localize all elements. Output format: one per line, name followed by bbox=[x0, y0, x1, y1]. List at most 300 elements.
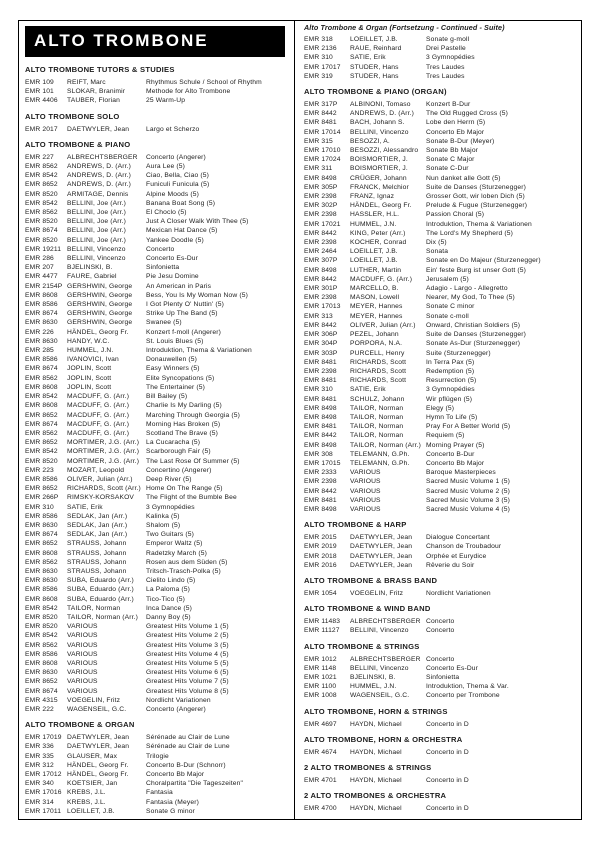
catalog-entry bbox=[25, 595, 289, 604]
entry-ref: EMR 8608 bbox=[25, 595, 58, 603]
entry-composer: BOISMORTIER, J. bbox=[350, 165, 408, 173]
entry-composer: ANDREWS, D. (Arr.) bbox=[67, 172, 132, 180]
catalog-section bbox=[25, 65, 289, 106]
entry-ref: EMR 313 bbox=[304, 312, 333, 320]
entry-ref: EMR 11483 bbox=[304, 618, 341, 626]
entry-title: 3 Gymnopédies bbox=[426, 54, 475, 62]
entry-composer: VARIOUS bbox=[350, 487, 381, 495]
entry-composer: SUBA, Eduardo (Arr.) bbox=[67, 586, 134, 594]
entry-title: Fantasia (Meyer) bbox=[146, 798, 199, 806]
catalog-section bbox=[304, 735, 577, 757]
catalog-entry bbox=[304, 561, 577, 570]
catalog-entry bbox=[304, 589, 577, 598]
entry-composer: BELLINI, Vincenzo bbox=[67, 245, 126, 253]
entry-ref: EMR 8630 bbox=[25, 669, 58, 677]
entry-composer: STRAUSS, Johann bbox=[67, 549, 127, 557]
entry-composer: HUMMEL, J.N. bbox=[67, 347, 114, 355]
entry-composer: MACDUFF, G. (Arr.) bbox=[67, 393, 130, 401]
entry-ref: EMR 2398 bbox=[304, 239, 337, 247]
catalog-entry bbox=[304, 404, 577, 413]
entry-composer: VARIOUS bbox=[67, 623, 98, 631]
catalog-entry bbox=[304, 266, 577, 275]
entry-title: Requiem (5) bbox=[426, 432, 465, 440]
entry-ref: EMR 303P bbox=[304, 349, 338, 357]
entry-composer: STRAUSS, Johann bbox=[67, 540, 127, 548]
entry-composer: KOETSIER, Jan bbox=[67, 780, 118, 788]
entry-ref: EMR 4674 bbox=[304, 748, 337, 756]
entry-title: Concerto B-Dur (Schnorr) bbox=[146, 761, 226, 769]
entry-ref: EMR 2464 bbox=[304, 248, 337, 256]
catalog-entry bbox=[304, 284, 577, 293]
entry-composer: BJELINSKI, B. bbox=[350, 673, 396, 681]
catalog-entry bbox=[25, 153, 289, 162]
entry-ref: EMR 17014 bbox=[304, 128, 341, 136]
catalog-entry bbox=[25, 364, 289, 373]
catalog-entry bbox=[25, 328, 289, 337]
entry-title: Sonate g-moll bbox=[426, 36, 470, 43]
entry-composer: VOEGELIN, Fritz bbox=[350, 589, 404, 597]
entry-title: Tico-Tico (5) bbox=[146, 595, 185, 603]
entry-title: Concerto in D bbox=[426, 805, 469, 813]
catalog-entry bbox=[25, 226, 289, 235]
catalog-entry bbox=[25, 659, 289, 668]
entry-title: Nearer, My God, To Thee (5) bbox=[426, 294, 515, 302]
entry-composer: VARIOUS bbox=[350, 505, 381, 513]
entry-ref: EMR 8542 bbox=[25, 632, 58, 640]
catalog-entry bbox=[25, 392, 289, 401]
entry-title: An American in Paris bbox=[146, 282, 212, 290]
entry-composer: HÄNDEL, Georg Fr. bbox=[350, 202, 412, 210]
entry-title: Concerto Bb Major bbox=[146, 771, 205, 779]
entry-ref: EMR 8562 bbox=[25, 209, 58, 217]
entry-ref: EMR 17024 bbox=[304, 156, 341, 164]
entry-composer: RIMSKY-KORSAKOV bbox=[67, 494, 135, 502]
entry-composer: KREBS, J.L. bbox=[67, 789, 106, 797]
catalog-entry bbox=[304, 275, 577, 284]
entry-title: Greatest Hits Volume 2 (5) bbox=[146, 632, 229, 640]
entry-composer: DAETWYLER, Jean bbox=[67, 125, 130, 133]
entry-composer: BELLINI, Vincenzo bbox=[350, 627, 409, 635]
entry-ref: EMR 8520 bbox=[25, 613, 58, 621]
catalog-entry bbox=[25, 96, 289, 105]
entry-title: Sonate As-Dur (Sturzenegger) bbox=[426, 340, 521, 348]
entry-title: Elegy (5) bbox=[426, 404, 455, 412]
entry-title: Sacred Music Volume 3 (5) bbox=[426, 496, 511, 504]
entry-title: Rhythmus Schule / School of Rhythm bbox=[146, 79, 262, 86]
entry-ref: EMR 8442 bbox=[304, 275, 337, 283]
catalog-entry bbox=[304, 673, 577, 682]
entry-title: Concerto in D bbox=[426, 777, 469, 784]
entry-title: Choralpartita "Die Tageszeiten" bbox=[146, 780, 244, 788]
entry-title: Onward, Christian Soldiers (5) bbox=[426, 321, 521, 329]
catalog-entry bbox=[25, 677, 289, 686]
entry-title: Introduktion, Thema & Var. bbox=[426, 683, 509, 691]
entry-ref: EMR 2398 bbox=[304, 294, 337, 302]
catalog-entry bbox=[304, 395, 577, 404]
entry-ref: EMR 286 bbox=[25, 255, 54, 263]
entry-ref: EMR 8652 bbox=[25, 181, 58, 189]
section-heading: ALTO TROMBONE & PIANO bbox=[25, 139, 131, 149]
catalog-entry bbox=[25, 668, 289, 677]
entry-ref: EMR 315 bbox=[304, 137, 333, 145]
section-heading: ALTO TROMBONE & BRASS BAND bbox=[304, 575, 438, 585]
entry-title: Lobe den Herrn (5) bbox=[426, 119, 486, 127]
catalog-entry bbox=[25, 549, 289, 558]
catalog-entry bbox=[25, 217, 289, 226]
entry-title: Largo et Scherzo bbox=[146, 125, 200, 133]
entry-composer: KING, Peter (Arr.) bbox=[350, 229, 406, 237]
catalog-entry bbox=[304, 617, 577, 626]
entry-composer: TAILOR, Norman bbox=[350, 423, 404, 431]
entry-title: Funiculi Funicula (5) bbox=[146, 181, 210, 189]
catalog-entry bbox=[304, 137, 577, 146]
entry-ref: EMR 227 bbox=[25, 153, 54, 161]
entry-title: Elite Syncopations (5) bbox=[146, 374, 215, 382]
entry-title: Concerto per Trombone bbox=[426, 692, 500, 700]
catalog-entry bbox=[25, 355, 289, 364]
catalog-entry bbox=[304, 367, 577, 376]
entry-ref: EMR 2398 bbox=[304, 367, 337, 375]
catalog-entry bbox=[25, 530, 289, 539]
catalog-entry bbox=[304, 220, 577, 229]
entry-composer: HÄNDEL, Georg Fr. bbox=[67, 771, 129, 779]
entry-composer: MACDUFF, G. (Arr.) bbox=[67, 402, 130, 410]
entry-composer: SUBA, Eduardo (Arr.) bbox=[67, 595, 134, 603]
entry-ref: EMR 2018 bbox=[304, 552, 337, 560]
entry-ref: EMR 8481 bbox=[304, 358, 337, 366]
entry-title: Concerto Bb Major bbox=[426, 459, 485, 467]
entry-title: Tres Laudes bbox=[426, 72, 465, 80]
entry-title: 25 Warm-Up bbox=[146, 97, 186, 105]
catalog-entry bbox=[25, 512, 289, 521]
entry-title: Sonate c-moll bbox=[426, 312, 469, 320]
entry-ref: EMR 340 bbox=[25, 780, 54, 788]
entry-composer: BELLINI, Joe (Arr.) bbox=[67, 236, 126, 244]
entry-ref: EMR 2398 bbox=[304, 211, 337, 219]
entry-composer: GERSHWIN, George bbox=[67, 282, 133, 290]
entry-ref: EMR 8608 bbox=[25, 659, 58, 667]
entry-composer: PORPORA, N.A. bbox=[350, 340, 403, 348]
entry-composer: LUTHER, Martin bbox=[350, 266, 402, 274]
catalog-entry bbox=[25, 438, 289, 447]
entry-composer: RICHARDS, Scott bbox=[350, 358, 407, 366]
entry-composer: TAILOR, Norman (Arr.) bbox=[67, 613, 139, 621]
entry-composer: RAUE, Reinhard bbox=[350, 45, 402, 53]
catalog-entry bbox=[25, 622, 289, 631]
catalog-entry bbox=[304, 349, 577, 358]
entry-ref: EMR 8520 bbox=[25, 623, 58, 631]
entry-composer: HAYDN, Michael bbox=[350, 805, 402, 813]
entry-ref: EMR 1008 bbox=[304, 692, 337, 700]
entry-composer: MORTIMER, J.G. (Arr.) bbox=[67, 439, 140, 447]
catalog-entry bbox=[304, 422, 577, 431]
entry-title: Concerto Eb Major bbox=[426, 128, 485, 136]
section-heading: ALTO TROMBONE & WIND BAND bbox=[304, 604, 431, 614]
entry-title: Easy Winners (5) bbox=[146, 365, 200, 373]
entry-ref: EMR 8442 bbox=[304, 321, 337, 329]
catalog-entry bbox=[304, 477, 577, 486]
entry-composer: TAILOR, Norman bbox=[350, 432, 404, 440]
catalog-entry bbox=[304, 441, 577, 450]
entry-ref: EMR 8520 bbox=[25, 236, 58, 244]
entry-ref: EMR 17011 bbox=[25, 807, 62, 815]
catalog-entry bbox=[304, 413, 577, 422]
entry-title: Hymn To Life (5) bbox=[426, 413, 478, 421]
entry-ref: EMR 8562 bbox=[25, 163, 58, 171]
catalog-entry bbox=[304, 655, 577, 664]
catalog-entry bbox=[304, 459, 577, 468]
entry-title: Concerto B-Dur bbox=[426, 450, 475, 458]
entry-ref: EMR 1100 bbox=[304, 683, 337, 691]
catalog-entry bbox=[25, 613, 289, 622]
entry-title: Concerto in D bbox=[426, 748, 469, 756]
catalog-entry bbox=[25, 291, 289, 300]
catalog-entry bbox=[25, 641, 289, 650]
catalog-entry bbox=[304, 63, 577, 72]
entry-composer: GERSHWIN, George bbox=[67, 319, 133, 327]
entry-title: Scotland The Brave (5) bbox=[146, 429, 218, 437]
entry-title: Pie Jesu Domine bbox=[146, 273, 199, 281]
entry-title: Drei Pastelle bbox=[426, 45, 466, 53]
entry-composer: DAETWYLER, Jean bbox=[67, 743, 130, 751]
entry-ref: EMR 306P bbox=[304, 331, 338, 339]
entry-title: Wir pflügen (5) bbox=[426, 395, 473, 403]
entry-title: Greatest Hits Volume 8 (5) bbox=[146, 687, 229, 695]
entry-title: The Old Rugged Cross (5) bbox=[426, 110, 509, 118]
entry-composer: GERSHWIN, George bbox=[67, 291, 133, 299]
catalog-entry bbox=[304, 44, 577, 53]
catalog-section bbox=[304, 642, 577, 701]
catalog-entry bbox=[304, 321, 577, 330]
entry-ref: EMR 2333 bbox=[304, 469, 337, 477]
entry-title: 3 Gymnopédies bbox=[146, 503, 195, 511]
catalog-entry bbox=[25, 742, 289, 751]
entry-title: La Paloma (5) bbox=[146, 586, 190, 594]
entry-composer: ALBRECHTSBERGER bbox=[67, 153, 138, 161]
catalog-entry bbox=[304, 109, 577, 118]
entry-composer: RICHARDS, Scott bbox=[350, 367, 407, 375]
catalog-entry bbox=[304, 533, 577, 542]
catalog-entry bbox=[304, 247, 577, 256]
entry-ref: EMR 314 bbox=[25, 798, 54, 806]
entry-ref: EMR 8586 bbox=[25, 301, 58, 309]
entry-composer: TAUBER, Florian bbox=[67, 97, 121, 105]
catalog-entry bbox=[304, 302, 577, 311]
entry-ref: EMR 317P bbox=[304, 101, 338, 109]
catalog-entry bbox=[304, 431, 577, 440]
entry-ref: EMR 2154P bbox=[25, 282, 63, 290]
entry-composer: MACDUFF, G. (Arr.) bbox=[67, 411, 130, 419]
entry-ref: EMR 8608 bbox=[25, 549, 58, 557]
entry-title: Sonate G minor bbox=[146, 807, 195, 815]
entry-ref: EMR 8562 bbox=[25, 558, 58, 566]
catalog-entry bbox=[25, 585, 289, 594]
section-heading: ALTO TROMBONE, HORN & STRINGS bbox=[304, 706, 448, 716]
entry-composer: ARMITAGE, Dennis bbox=[67, 190, 129, 198]
entry-ref: EMR 17016 bbox=[25, 789, 62, 797]
entry-ref: EMR 8498 bbox=[304, 174, 337, 182]
entry-title: Sacred Music Volume 1 (5) bbox=[426, 478, 511, 486]
entry-title: Passion Choral (5) bbox=[426, 211, 485, 219]
catalog-section bbox=[25, 112, 289, 134]
entry-title: Concerto in D bbox=[426, 720, 469, 728]
entry-ref: EMR 17017 bbox=[304, 63, 341, 71]
entry-composer: STUDER, Hans bbox=[350, 63, 399, 71]
entry-composer: RICHARDS, Scott (Arr.) bbox=[67, 485, 141, 493]
entry-ref: EMR 310 bbox=[304, 386, 333, 394]
entry-composer: HÄNDEL, Georg Fr. bbox=[67, 761, 129, 769]
entry-title: Concertino (Angerer) bbox=[146, 466, 212, 474]
entry-ref: EMR 17012 bbox=[25, 771, 62, 779]
entry-title: Charlie Is My Darling (5) bbox=[146, 402, 222, 410]
entry-composer: VARIOUS bbox=[350, 496, 381, 504]
catalog-entry bbox=[304, 174, 577, 183]
entry-composer: BELLINI, Vincenzo bbox=[350, 664, 409, 672]
catalog-entry bbox=[25, 411, 289, 420]
entry-composer: MEYER, Hannes bbox=[350, 312, 403, 320]
entry-ref: EMR 8586 bbox=[25, 650, 58, 658]
entry-composer: TELEMANN, G.Ph. bbox=[350, 459, 410, 467]
entry-title: Rosen aus dem Süden (5) bbox=[146, 558, 228, 566]
entry-composer: ANDREWS, D. (Arr.) bbox=[67, 181, 132, 189]
entry-ref: EMR 4700 bbox=[304, 805, 337, 813]
entry-title: Banana Boat Song (5) bbox=[146, 199, 216, 207]
entry-composer: FRANZ, Ignaz bbox=[350, 193, 395, 201]
catalog-entry bbox=[25, 650, 289, 659]
entry-composer: STUDER, Hans bbox=[350, 72, 399, 80]
entry-title: Tres Laudes bbox=[426, 63, 465, 71]
catalog-entry bbox=[25, 798, 289, 807]
catalog-entry bbox=[25, 236, 289, 245]
entry-composer: FAURE, Gabriel bbox=[67, 273, 117, 281]
entry-title: Konzert B-Dur bbox=[426, 101, 471, 109]
catalog-entry bbox=[25, 78, 289, 87]
catalog-entry bbox=[25, 429, 289, 438]
entry-title: Grosser Gott, wir loben Dich (5) bbox=[426, 193, 525, 201]
entry-title: Danny Boy (5) bbox=[146, 613, 191, 621]
entry-ref: EMR 4477 bbox=[25, 273, 58, 281]
entry-title: Konzert f-moll (Angerer) bbox=[146, 328, 221, 336]
catalog-entry bbox=[25, 484, 289, 493]
entry-title: Suite (Sturzenegger) bbox=[426, 349, 491, 357]
catalog-entry bbox=[304, 155, 577, 164]
entry-ref: EMR 8498 bbox=[304, 441, 337, 449]
catalog-entry bbox=[304, 238, 577, 247]
entry-ref: EMR 17010 bbox=[304, 147, 341, 155]
catalog-section bbox=[304, 576, 577, 598]
entry-composer: BESOZZI, A. bbox=[350, 137, 390, 145]
entry-title: Sonate C Major bbox=[426, 156, 475, 164]
section-heading: 2 ALTO TROMBONES & STRINGS bbox=[304, 763, 432, 772]
entry-composer: ALBRECHTSBERGER bbox=[350, 655, 421, 663]
entry-composer: OLIVER, Julian (Arr.) bbox=[67, 475, 133, 483]
entry-composer: MORTIMER, J.G. (Arr.) bbox=[67, 448, 140, 456]
catalog-entry bbox=[304, 468, 577, 477]
section-heading: ALTO TROMBONE SOLO bbox=[25, 111, 120, 121]
entry-title: Greatest Hits Volume 3 (5) bbox=[146, 641, 229, 649]
entry-ref: EMR 8498 bbox=[304, 266, 337, 274]
catalog-entry bbox=[25, 493, 289, 502]
entry-ref: EMR 8674 bbox=[25, 420, 58, 428]
entry-ref: EMR 8442 bbox=[304, 487, 337, 495]
catalog-entry bbox=[25, 272, 289, 281]
entry-ref: EMR 8481 bbox=[304, 496, 337, 504]
entry-ref: EMR 312 bbox=[25, 761, 54, 769]
entry-title: Nun danket alle Gott (5) bbox=[426, 174, 501, 182]
section-heading: ALTO TROMBONE & STRINGS bbox=[304, 641, 420, 651]
entry-ref: EMR 319 bbox=[304, 72, 333, 80]
entry-title: The Lord's My Shepherd (5) bbox=[426, 229, 513, 237]
left-column bbox=[19, 21, 295, 819]
catalog-entry bbox=[304, 100, 577, 109]
entry-composer: MACDUFF, G. (Arr.) bbox=[67, 429, 130, 437]
catalog-entry bbox=[25, 383, 289, 392]
entry-composer: ALBINONI, Tomaso bbox=[350, 101, 411, 109]
section-heading: 2 ALTO TROMBONES & ORCHESTRA bbox=[304, 791, 447, 801]
entry-title: Greatest Hits Volume 5 (5) bbox=[146, 659, 229, 667]
entry-composer: LOEILLET, J.B. bbox=[350, 36, 398, 43]
entry-title: Rêverie du Soir bbox=[426, 561, 475, 569]
entry-ref: EMR 8608 bbox=[25, 402, 58, 410]
entry-title: The Entertainer (5) bbox=[146, 383, 205, 391]
entry-title: Two Guitars (5) bbox=[146, 531, 194, 539]
catalog-entry bbox=[25, 696, 289, 705]
entry-ref: EMR 8481 bbox=[304, 377, 337, 385]
entry-title: Greatest Hits Volume 1 (5) bbox=[146, 623, 229, 631]
catalog-entry bbox=[25, 733, 289, 742]
entry-ref: EMR 8542 bbox=[25, 604, 58, 612]
entry-title: Sonata bbox=[426, 248, 449, 256]
entry-ref: EMR 2136 bbox=[304, 45, 337, 53]
entry-title: Bess, You Is My Woman Now (5) bbox=[146, 291, 248, 299]
entry-composer: SATIE, Erik bbox=[350, 54, 386, 62]
entry-title: Chanson de Troubadour bbox=[426, 543, 502, 551]
entry-title: Alpine Moods (5) bbox=[146, 190, 199, 198]
entry-composer: SEDLAK, Jan (Arr.) bbox=[67, 512, 128, 520]
catalog-entry bbox=[304, 505, 577, 514]
entry-composer: MACDUFF, G. (Arr.) bbox=[67, 420, 130, 428]
catalog-entry bbox=[25, 309, 289, 318]
catalog-entry bbox=[304, 330, 577, 339]
entry-composer: STRAUSS, Johann bbox=[67, 558, 127, 566]
entry-ref: EMR 207 bbox=[25, 264, 54, 272]
entry-composer: GERSHWIN, George bbox=[67, 310, 133, 318]
entry-composer: LOEILLET, J.B. bbox=[350, 257, 398, 265]
entry-title: Ciao, Bella, Ciao (5) bbox=[146, 172, 209, 180]
entry-ref: EMR 305P bbox=[304, 183, 338, 191]
catalog-entry bbox=[304, 542, 577, 551]
entry-ref: EMR 8586 bbox=[25, 586, 58, 594]
catalog-entry bbox=[304, 776, 577, 785]
entry-composer: VARIOUS bbox=[67, 659, 98, 667]
entry-ref: EMR 2016 bbox=[304, 561, 337, 569]
catalog-entry bbox=[25, 567, 289, 576]
entry-title: Sinfonietta bbox=[426, 673, 460, 681]
entry-ref: EMR 8542 bbox=[25, 199, 58, 207]
entry-title: Sérénade au Clair de Lune bbox=[146, 734, 230, 742]
catalog-entry bbox=[25, 705, 289, 714]
entry-composer: CRÜGER, Johann bbox=[350, 174, 407, 182]
entry-title: Concerto Es-Dur bbox=[146, 255, 199, 263]
entry-composer: GERSHWIN, George bbox=[67, 301, 133, 309]
entry-title: Nordlicht Variationen bbox=[146, 696, 211, 704]
catalog-entry bbox=[304, 376, 577, 385]
entry-composer: BELLINI, Joe (Arr.) bbox=[67, 209, 126, 217]
entry-ref: EMR 304P bbox=[304, 340, 338, 348]
catalog-entry bbox=[25, 457, 289, 466]
entry-ref: EMR 8520 bbox=[25, 457, 58, 465]
entry-composer: SCHULZ, Johann bbox=[350, 395, 405, 403]
